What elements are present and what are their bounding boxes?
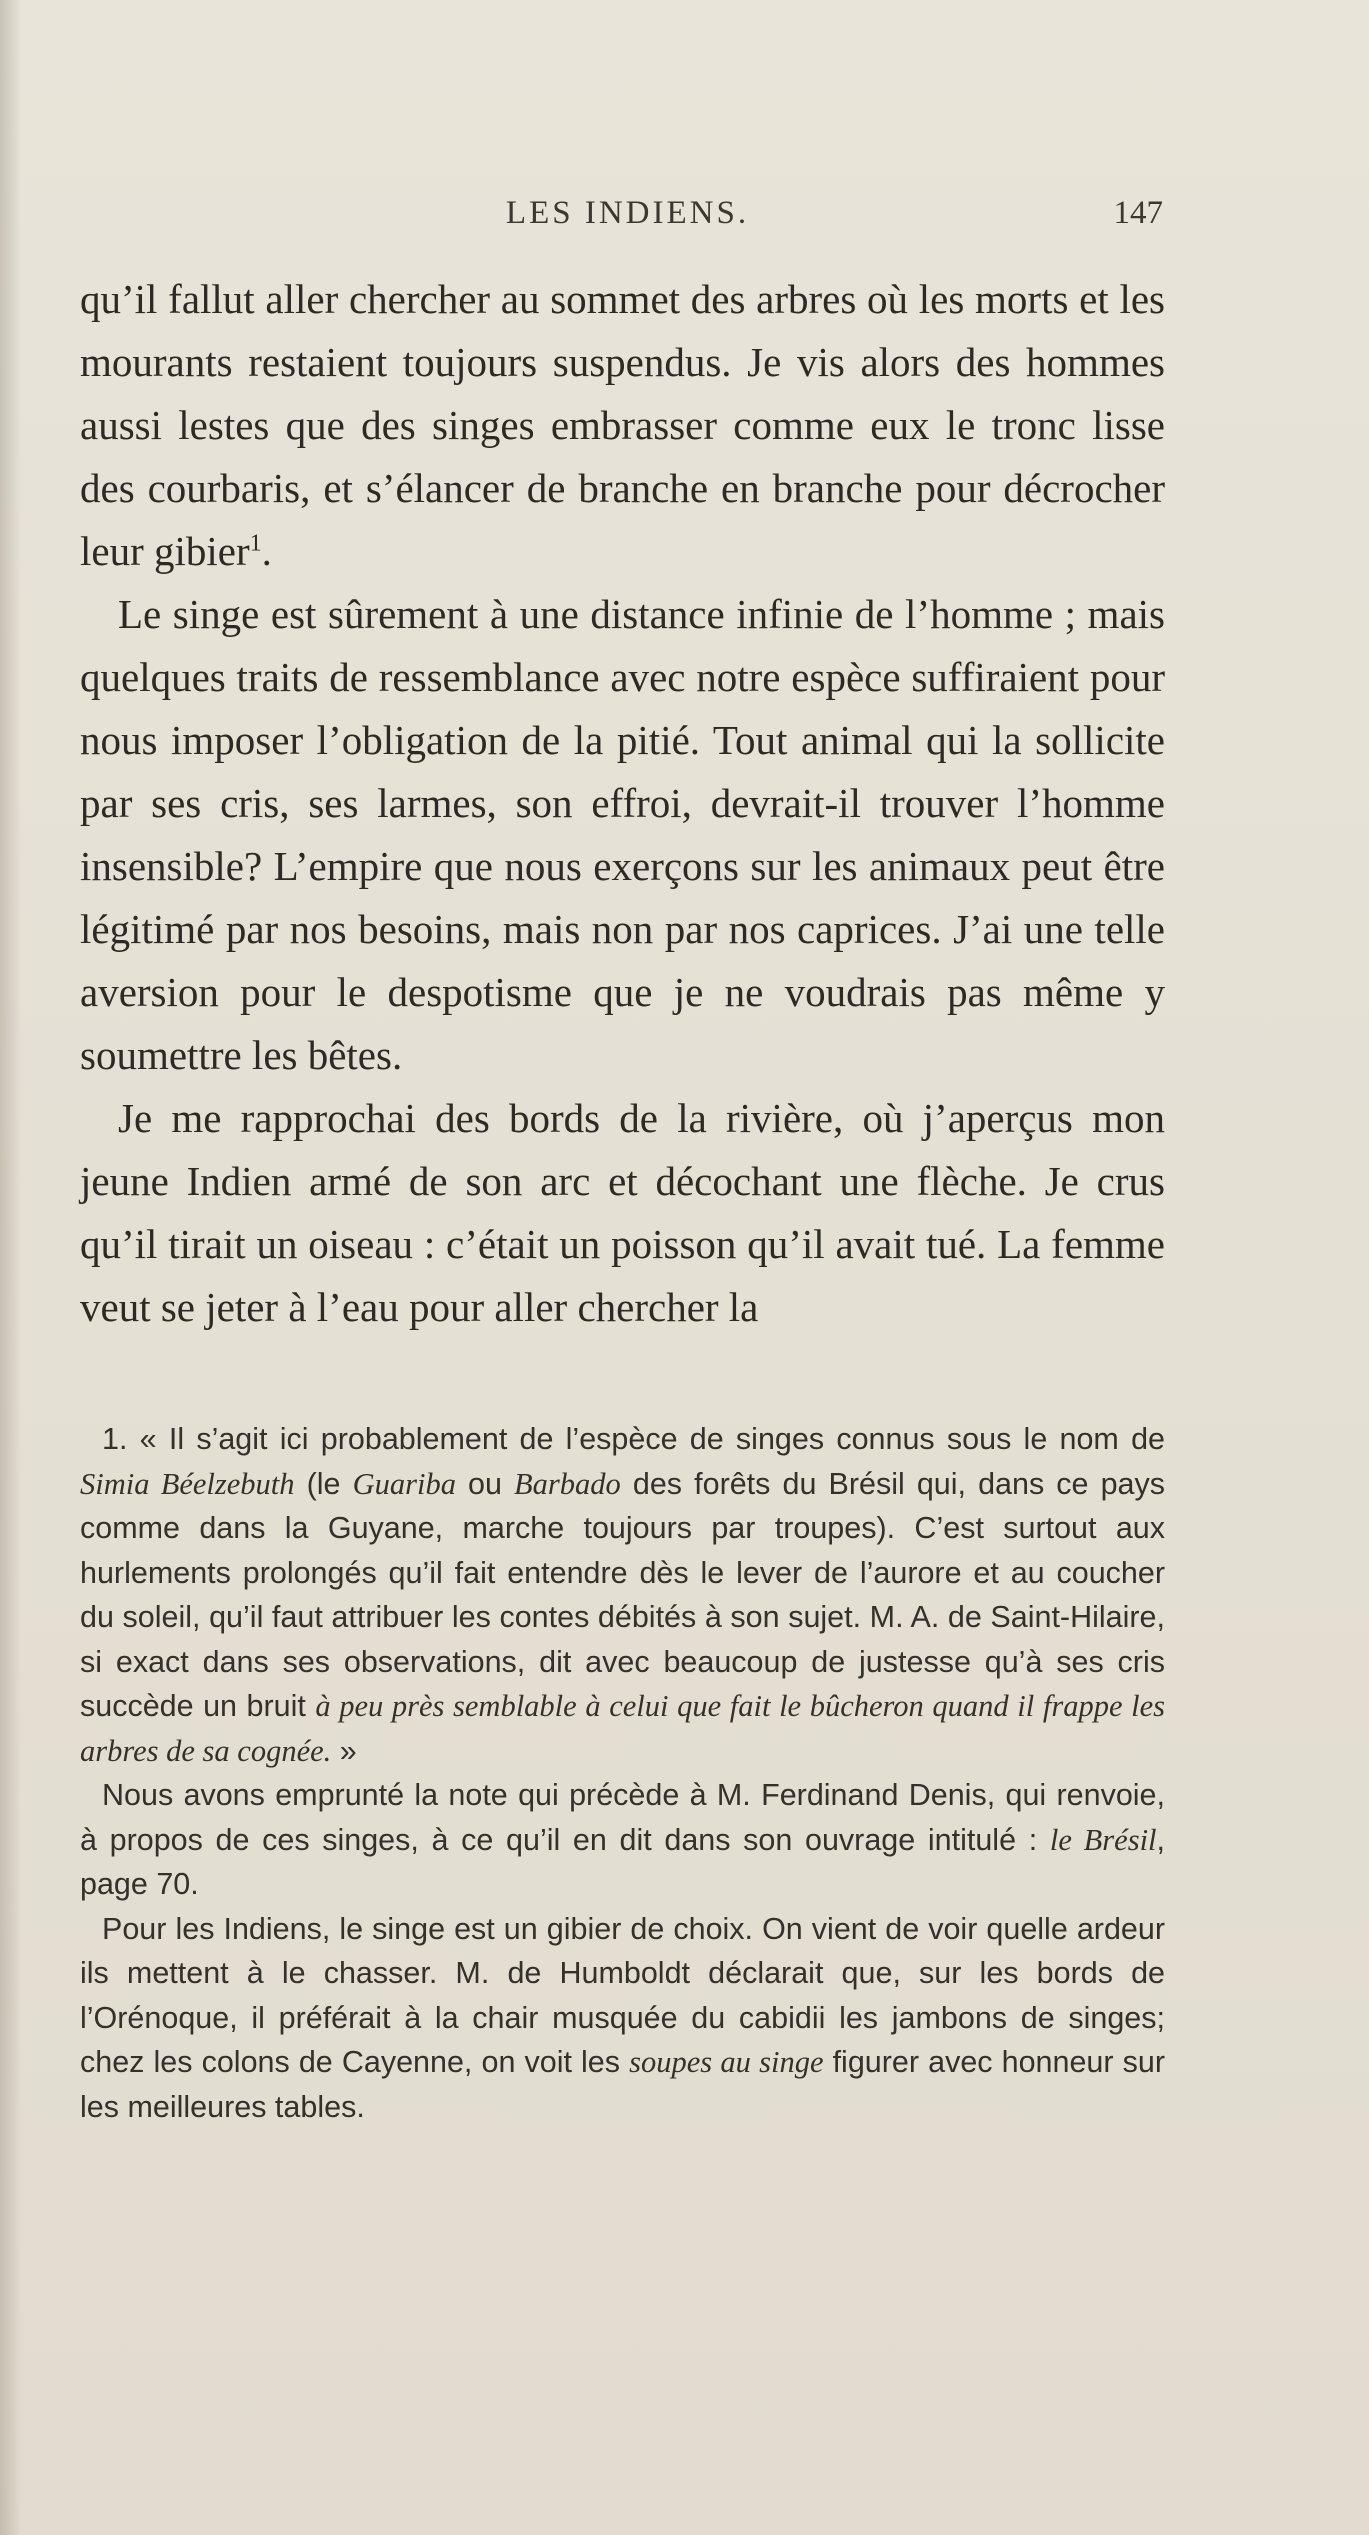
footnote-1-close: »	[331, 1733, 357, 1768]
footnote-3-soupes: soupes au singe	[629, 2045, 824, 2079]
footnote-1-barbado: Barbado	[514, 1466, 621, 1501]
footnotes	[80, 1417, 1165, 2129]
footnote-1	[80, 1417, 1165, 1773]
paragraph-3: Je me rapprochai des bords de la rivière, où j’aperçus mon jeune Indien armé de son arc et décochant une flèche. Je crus qu’il tirait un oiseau : c’était un poisson qu’il avait tué. La femme veut se jeter à l’eau pour aller chercher la	[80, 1095, 1165, 1330]
footnote-reference: 1	[249, 530, 262, 557]
paragraph-1-text: qu’il fallut aller chercher au sommet des arbres où les morts et les mourants restaient toujours suspendus. Je vis alors des hommes aussi lestes que des singes embrasser comme eux le tronc lisse des courbaris, et s’élancer de branche en branche pour décrocher leur gibier	[80, 276, 1165, 574]
main-text	[80, 268, 1165, 1339]
paragraph-1-end: .	[261, 528, 272, 574]
paragraph-1	[80, 268, 1165, 583]
footnote-1-guariba: Guariba	[352, 1466, 456, 1501]
footnote-3-end: figurer avec honneur sur les meilleures tables.	[80, 2045, 1165, 2124]
running-title: LES INDIENS.	[505, 195, 750, 231]
footnote-1-text-c: ou	[455, 1466, 515, 1501]
footnote-2-text: Nous avons emprunté la note qui précède à M. Ferdinand Denis, qui renvoie, à propos de ces singes, à ce qu’il en dit dans son ouvrage intitulé :	[80, 1778, 1165, 1857]
footnote-1-text-b: (le	[294, 1466, 353, 1501]
footnote-1-text: 1. « Il s’agit ici probablement de l’espèce de singes connus sous le nom de	[102, 1422, 1165, 1456]
paragraph-2: Le singe est sûrement à une distance infinie de l’homme ; mais quelques traits de ressemblance avec notre espèce suffiraient pour nous imposer l’obligation de la pitié. Tout animal qui la sollicite par ses cris, ses larmes, son effroi, devrait-il trouver l’homme insensible? L’empire que nous exerçons sur les animaux peut être légitimé par nos besoins, mais non par nos caprices. J’ai une telle aversion pour le despotisme que je ne voudrais pas même y soumettre les bêtes.	[80, 591, 1165, 1078]
page-number: 147	[1113, 195, 1163, 231]
footnote-2	[80, 1773, 1165, 1907]
footnote-3	[80, 1907, 1165, 2130]
footnote-1-quote: à peu près semblable à celui que fait le bûcheron quand il frappe les arbres de sa cognée.	[80, 1689, 1166, 1768]
footnote-2-book-title: le Brésil	[1049, 1822, 1157, 1857]
footnote-2-end: , page 70.	[80, 1822, 1166, 1901]
footnote-1-text-d: des forêts du Brésil qui, dans ce pays comme dans la Guyane, marche toujours par troupes). C’est surtout aux hurlements prolongés qu’il fait entendre dès le lever de l’aurore et au coucher du soleil, qu’il faut attribuer les contes débités à son sujet. M. A. de Saint-Hilaire, si exact dans ses observations, dit avec beaucoup de justesse qu’à ses cris succède un bruit	[80, 1466, 1166, 1723]
footnote-3-text: Pour les Indiens, le singe est un gibier de choix. On vient de voir quelle ardeur ils mettent à le chasser. M. de Humboldt déclarait que, sur les bords de l’Orénoque, il préférait à la chair musquée du cabidii les jambons de singes; chez les colons de Cayenne, on voit les	[80, 1911, 1165, 2079]
footnote-1-species: Simia Béelzebuth	[80, 1466, 295, 1501]
page-header	[80, 195, 1175, 235]
